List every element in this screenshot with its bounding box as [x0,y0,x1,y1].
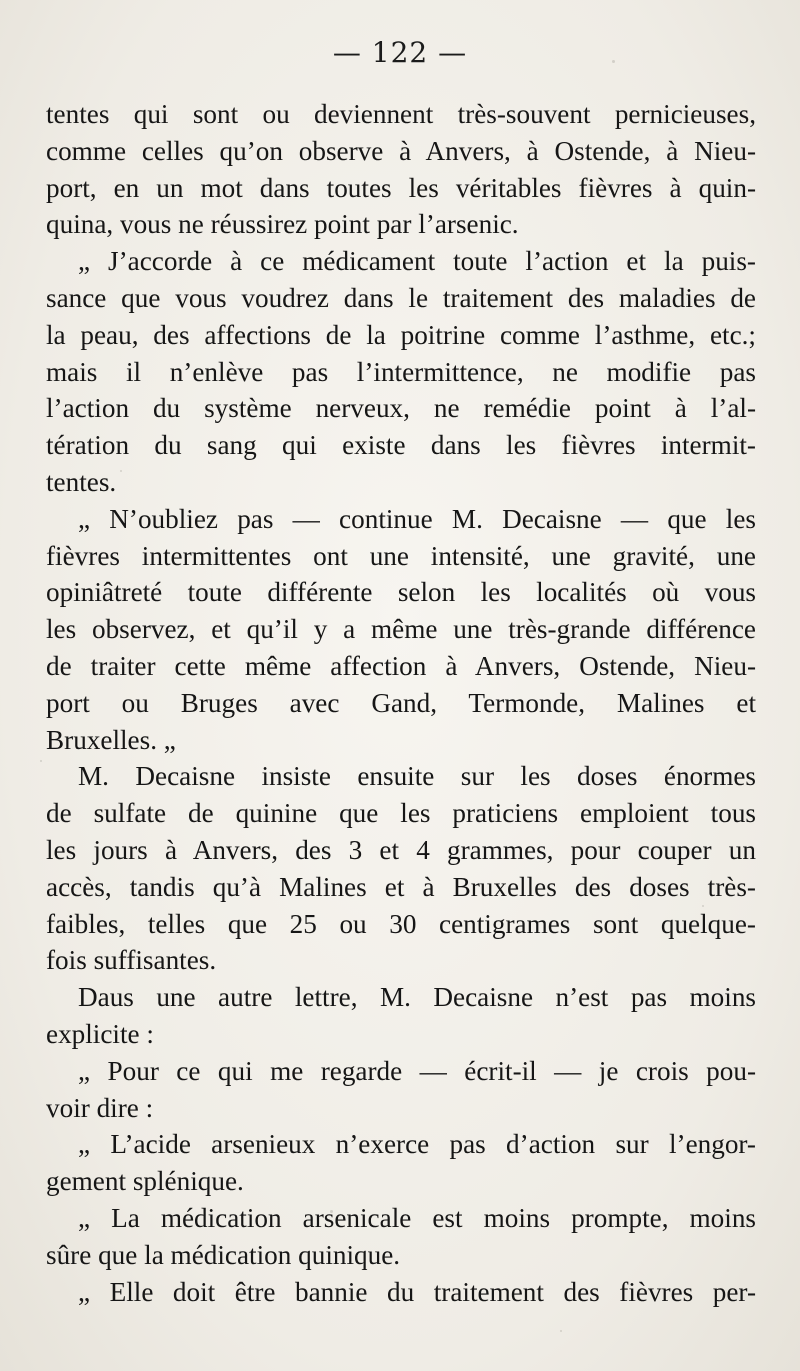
text-line: tentes. [46,466,117,497]
text-line: gement splénique. [46,1166,244,1197]
paper-speck [702,905,704,907]
text-line: „ Pour ce qui me regarde — écrit-il — je crois pou- [78,1055,756,1086]
text-line: faibles, telles que 25 ou 30 centigrames sont quelque- [46,908,756,939]
text-line: tentes qui sont ou deviennent très-souvent pernicieuses, [46,99,756,129]
text-line: explicite : [46,1018,154,1049]
text-line: mais il n’enlève pas l’intermittence, ne modifie pas [46,356,756,387]
text-line: les observez, et qu’il y a même une très-grande différence [46,614,756,645]
text-line: „ J’accorde à ce médicament toute l’action et la puis- [78,246,756,277]
text-line: Daus une autre lettre, M. Decaisne n’est pas moins [78,982,756,1013]
body-text [46,96,756,1310]
paragraph [46,1200,756,1274]
text-line: quina, vous ne réussirez point par l’arsenic. [46,209,519,240]
text-line: „ N’oubliez pas — continue M. Decaisne — que les [78,503,756,534]
paragraph [46,979,756,1053]
text-line: port ou Bruges avec Gand, Termonde, Malines et [46,687,756,718]
text-line: accès, tandis qu’à Malines et à Bruxelles des doses très- [46,871,756,902]
text-line: voir dire : [46,1092,154,1123]
text-line: „ Elle doit être bannie du traitement des fièvres per- [78,1276,756,1307]
paper-speck [560,1330,562,1332]
text-line: la peau, des affections de la poitrine comme l’asthme, etc.; [46,319,756,350]
text-line: les jours à Anvers, des 3 et 4 grammes, pour couper un [46,834,756,865]
paragraph [46,758,756,979]
text-line: Bruxelles. „ [46,724,176,755]
text-line: M. Decaisne insiste ensuite sur les doses énormes [78,761,756,792]
paragraph [46,1126,756,1200]
paragraph [46,1053,756,1127]
text-line: port, en un mot dans toutes les véritables fièvres à quin- [46,172,756,203]
text-line: sance que vous voudrez dans le traitement des maladies de [46,282,756,313]
text-line: fois suffisantes. [46,945,217,976]
paragraph [46,243,756,501]
paper-speck [612,60,615,63]
paper-speck [40,760,42,762]
text-line: de sulfate de quinine que les praticiens emploient tous [46,798,756,829]
paragraph [46,96,756,243]
text-line: „ La médication arsenicale est moins prompte, moins [78,1202,756,1233]
text-line: de traiter cette même affection à Anvers, Ostende, Nieu- [46,650,756,681]
paragraph [46,501,756,759]
text-line: tération du sang qui existe dans les fièvres intermit- [46,430,756,461]
text-line: opiniâtreté toute différente selon les localités où vous [46,577,756,608]
text-line: „ L’acide arsenieux n’exerce pas d’action sur l’engor- [78,1129,756,1160]
text-line: comme celles qu’on observe à Anvers, à Ostende, à Nieu- [46,135,756,166]
text-line: fièvres intermittentes ont une intensité, une gravité, une [46,540,756,571]
paragraph [46,1274,756,1311]
paper-speck [120,470,122,472]
text-line: sûre que la médication quinique. [46,1239,401,1270]
paper-speck [330,1210,333,1213]
page-number: — 122 — [332,36,468,69]
text-line: l’action du système nerveux, ne remédie point à l’al- [46,393,756,424]
